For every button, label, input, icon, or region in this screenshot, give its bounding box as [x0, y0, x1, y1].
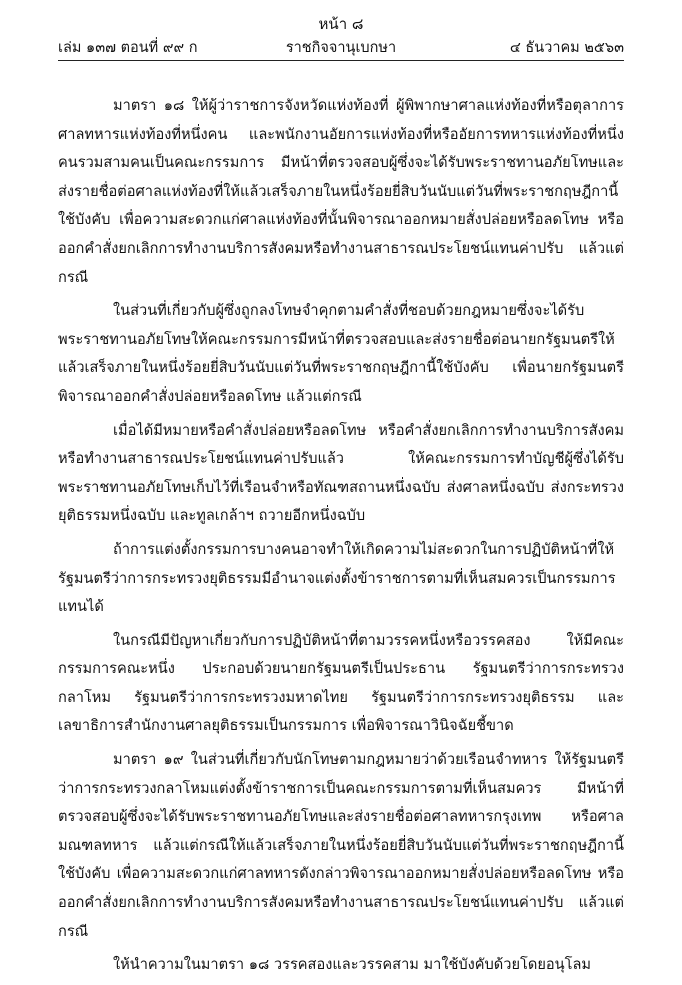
document-body	[58, 92, 624, 985]
paragraph: ในส่วนที่เกี่ยวกับผู้ซึ่งถูกลงโทษจำคุกตามคำสั่งที่ชอบด้วยกฎหมายซึ่งจะได้รับพระราชทานอภัยโทษให้คณะกรรมการมีหน้าที่ตรวจสอบและส่งรายชื่อต่อนายกรัฐมนตรีให้แล้วเสร็จภายในหนึ่งร้อยยี่สิบวันนับแต่วันที่พระราชกฤษฎีกานี้ใช้บังคับ เพื่อนายกรัฐมนตรีพิจารณาออกคำสั่งปล่อยหรือลดโทษ แล้วแต่กรณี	[58, 302, 624, 405]
page-number: หน้า ๘	[318, 15, 364, 33]
gazette-header	[58, 36, 624, 58]
paragraph: เมื่อได้มีหมายหรือคำสั่งปล่อยหรือลดโทษ หรือคำสั่งยกเลิกการทำงานบริการสังคมหรือทำงานสาธารณประโยชน์แทนค่าปรับแล้ว ให้คณะกรรมการทำบัญชีผู้ซึ่งได้รับพระราชทานอภัยโทษเก็บไว้ที่เรือนจำหรือทัณฑสถานหนึ่งฉบับ ส่งศาลหนึ่งฉบับ ส่งกระทรวงยุติธรรมหนึ่งฉบับ และทูลเกล้าฯ ถวายอีกหนึ่งฉบับ	[58, 421, 624, 525]
paragraph: ในกรณีมีปัญหาเกี่ยวกับการปฏิบัติหน้าที่ตามวรรคหนึ่งหรือวรรคสอง ให้มีคณะกรรมการคณะหนึ่ง ประกอบด้วยนายกรัฐมนตรีเป็นประธาน รัฐมนตรีว่าการกระทรวงกลาโหม รัฐมนตรีว่าการกระทรวงมหาดไทย รัฐมนตรีว่าการกระทรวงยุติธรรม และเลขาธิการสำนักงานศาลยุติธรรมเป็นกรรมการ เพื่อพิจารณาวินิจฉัยชี้ขาด	[58, 631, 624, 735]
volume-issue: เล่ม ๑๓๗ ตอนที่ ๙๙ ก	[58, 40, 198, 56]
header-divider	[58, 60, 624, 61]
paragraph: ถ้าการแต่งตั้งกรรมการบางคนอาจทำให้เกิดความไม่สะดวกในการปฏิบัติหน้าที่ให้รัฐมนตรีว่าการกระทรวงยุติธรรมมีอำนาจแต่งตั้งข้าราชการตามที่เห็นสมควรเป็นกรรมการแทนได้	[58, 540, 616, 616]
paragraph: ให้นำความในมาตรา ๑๘ วรรคสองและวรรคสาม มาใช้บังคับด้วยโดยอนุโลม	[113, 956, 592, 974]
paragraph-section-19: มาตรา ๑๙ ในส่วนที่เกี่ยวกับนักโทษตามกฎหมายว่าด้วยเรือนจำทหาร ให้รัฐมนตรีว่าการกระทรวงกลาโหมแต่งตั้งข้าราชการเป็นคณะกรรมการตามที่เห็นสมควร มีหน้าที่ตรวจสอบผู้ซึ่งจะได้รับพระราชทานอภัยโทษและส่งรายชื่อต่อศาลทหารกรุงเทพ หรือศาลมณฑลทหาร แล้วแต่กรณีให้แล้วเสร็จภายในหนึ่งร้อยยี่สิบวันนับแต่วันที่พระราชกฤษฎีกานี้ใช้บังคับ เพื่อความสะดวกแก่ศาลทหารดังกล่าวพิจารณาออกหมายสั่งปล่อยหรือลดโทษ หรือออกคำสั่งยกเลิกการทำงานบริการสังคมหรือทำงานสาธารณประโยชน์แทนค่าปรับ แล้วแต่กรณี	[58, 751, 624, 940]
paragraph-section-18: มาตรา ๑๘ ให้ผู้ว่าราชการจังหวัดแห่งท้องที่ ผู้พิพากษาศาลแห่งท้องที่หรือตุลาการศาลทหารแห่งท้องที่หนึ่งคน และพนักงานอัยการแห่งท้องที่หรืออัยการทหารแห่งท้องที่หนึ่งคนรวมสามคนเป็นคณะกรรมการ มีหน้าที่ตรวจสอบผู้ซึ่งจะได้รับพระราชทานอภัยโทษและส่งรายชื่อต่อศาลแห่งท้องที่ให้แล้วเสร็จภายในหนึ่งร้อยยี่สิบวันนับแต่วันที่พระราชกฤษฎีกานี้ใช้บังคับ เพื่อความสะดวกแก่ศาลแห่งท้องที่นั้นพิจารณาออกหมายสั่งปล่อยหรือลดโทษ หรือออกคำสั่งยกเลิกการทำงานบริการสังคมหรือทำงานสาธารณประโยชน์แทนค่าปรับ แล้วแต่กรณี	[58, 97, 624, 286]
publication-title: ราชกิจจานุเบกษา	[285, 40, 397, 56]
publication-date: ๔ ธันวาคม ๒๕๖๓	[509, 40, 624, 56]
